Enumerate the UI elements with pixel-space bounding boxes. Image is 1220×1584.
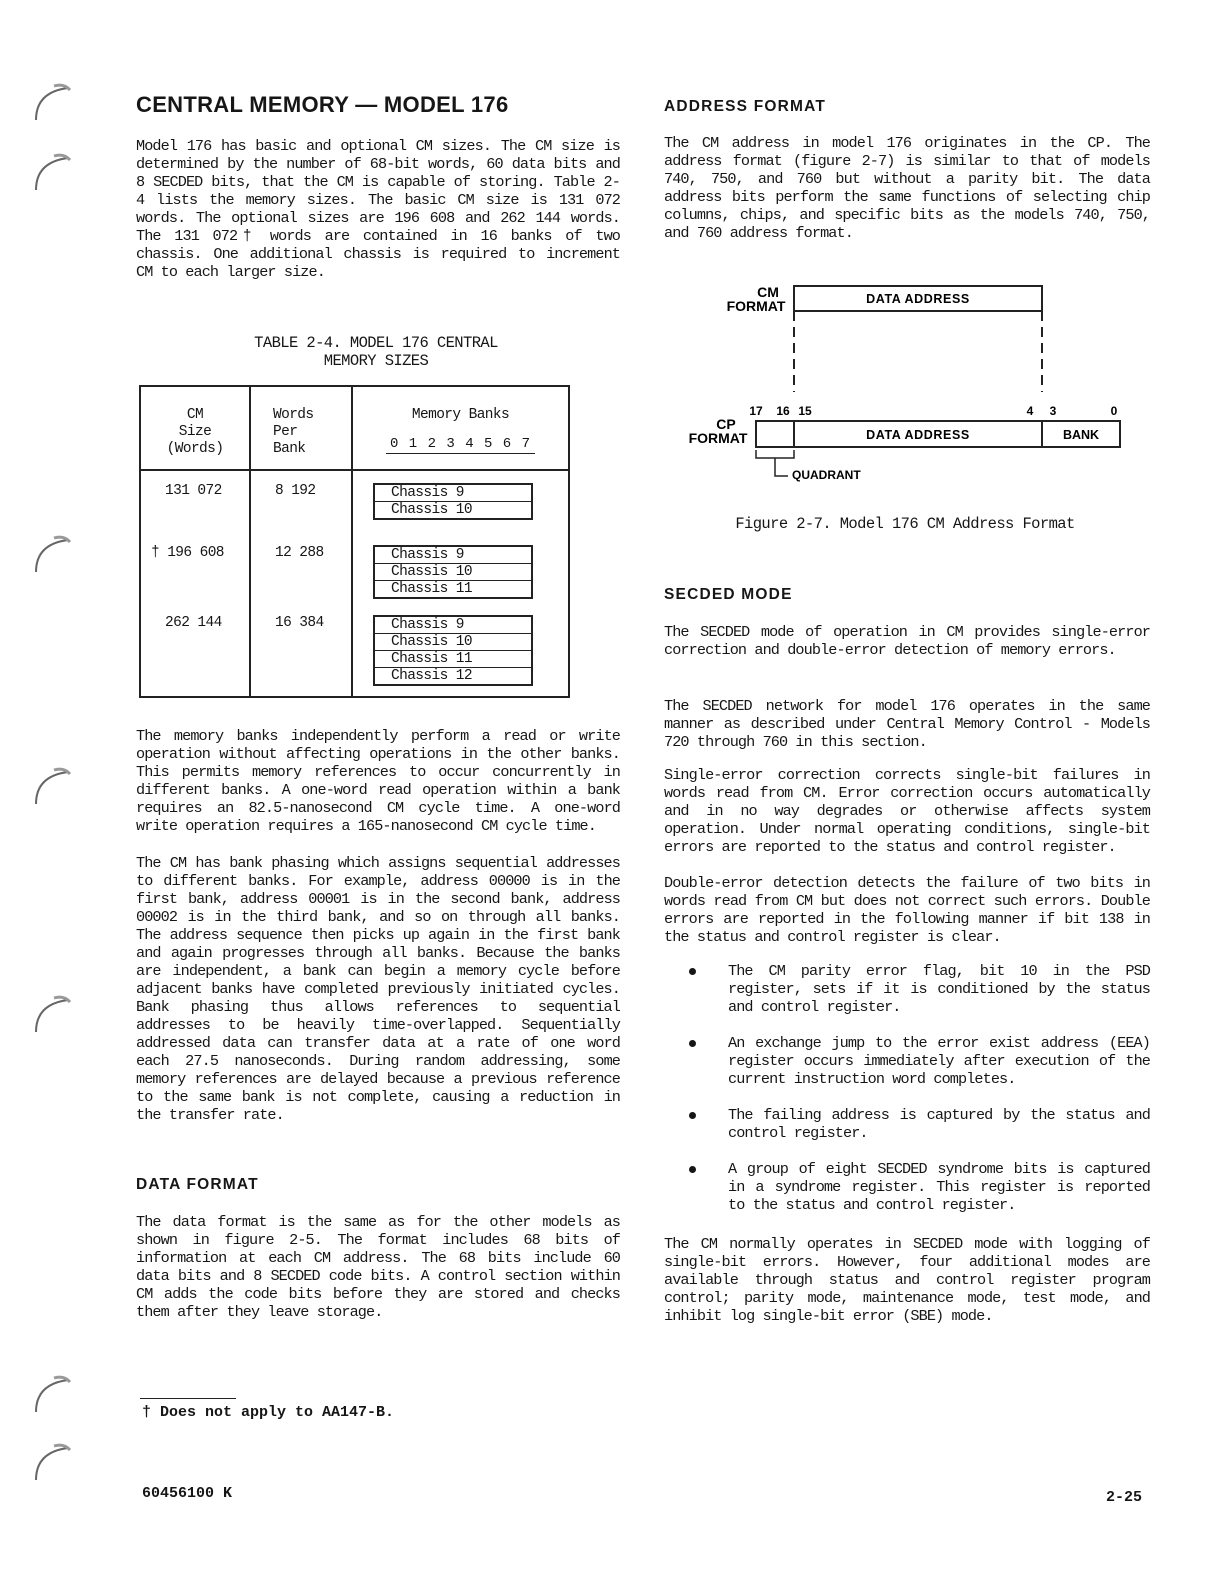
- chassis-group: [373, 483, 533, 520]
- header-text: Size: [178, 424, 212, 440]
- address-format-heading: ADDRESS FORMAT: [664, 98, 827, 115]
- secded-modes-paragraph: The CM normally operates in SECDED mode with logging of single-bit errors. However, four additional modes are available through status and control register program control; parity mode, maintenance mode, test mode, and inhibit log single-bit error (SBE) mode.: [664, 1235, 1150, 1325]
- data-format-heading: DATA FORMAT: [136, 1176, 259, 1193]
- table-row: [140, 607, 569, 697]
- page-number: 2-25: [1106, 1489, 1143, 1506]
- cell-chassis: [352, 607, 569, 697]
- header-memory-banks: [352, 386, 569, 470]
- address-format-paragraph: The CM address in model 176 originates in the CP. The address format (figure 2-7) is similar to that of models 740, 750, and 760 but without a parity bit. The data address bits perform the same functions of selecting chip columns, chips, and specific bits as the models 740, 750, and 760 address format.: [664, 134, 1150, 242]
- intro-paragraph: Model 176 has basic and optional CM sizes. The CM size is determined by the number of 68-bit words, 60 data bits and 8 SECDED bits, that the CM is capable of storing. Table 2-4 lists the memory sizes. The basic CM size is 131 072 words. The optional sizes are 196 608 and 262 144 words. The 131 072† words are contained in 16 banks of two chassis. One additional chassis is required to increment CM to each larger size.: [136, 137, 620, 281]
- binder-hole-mark: [28, 150, 76, 198]
- header-text: Bank: [273, 441, 306, 457]
- list-item: [664, 1160, 1150, 1214]
- header-words-per-bank: [250, 386, 352, 470]
- chassis-label: Chassis 11: [375, 651, 531, 668]
- double-error-list: [664, 962, 1150, 1232]
- chassis-label: Chassis 10: [375, 564, 531, 581]
- bit-17-label: 17: [749, 404, 763, 418]
- chassis-group: [373, 615, 533, 686]
- cell-text: 262 144: [165, 615, 222, 631]
- figure-caption: Figure 2-7. Model 176 CM Address Format: [735, 515, 1075, 533]
- footnote-rule: [140, 1398, 236, 1399]
- binder-hole-mark: [28, 1440, 76, 1488]
- list-item: [664, 1106, 1150, 1142]
- secded-paragraph: Double-error detection detects the failure of two bits in words read from CM but does not correct such errors. Double errors are reported in the following manner if bit 138 in the status and control register is clear.: [664, 874, 1150, 946]
- cell-words: [250, 607, 352, 697]
- cm-data-address-label: DATA ADDRESS: [866, 292, 970, 306]
- cell-chassis: [352, 535, 569, 607]
- table-header-row: [140, 386, 569, 470]
- chassis-group: [373, 545, 533, 599]
- bit-3-label: 3: [1049, 404, 1057, 418]
- chassis-label: Chassis 10: [391, 502, 473, 518]
- header-cm-size: [140, 386, 250, 470]
- list-item-text: The CM parity error flag, bit 10 in the PSD register, sets if it is conditioned by the status and control register.: [728, 962, 1150, 1016]
- header-text: Words: [273, 407, 314, 423]
- cell-text: 131 072: [165, 483, 222, 499]
- quadrant-label: QUADRANT: [792, 468, 861, 482]
- cell-text: 8 192: [275, 483, 316, 499]
- binder-hole-mark: [28, 80, 76, 128]
- phasing-paragraph: The CM has bank phasing which assigns sequential addresses to different banks. For example, address 00000 is in the first bank, address 00001 is in the second bank, address 00002 is in the third bank, and so on through all banks. The address sequence then picks up again in the first bank and again progresses through all banks. Because the banks are independent, a bank can begin a memory cycle before adjacent banks have completed previously initiated cycles. Bank phasing thus allows references to sequential addresses to be heavily time-overlapped. Sequentially addressed data can transfer data at a rate of one word each 27.5 nanoseconds. During random addressing, some memory references are delayed because a previous reference to the same bank is not complete, causing a reduction in the transfer rate.: [136, 854, 620, 1124]
- bullet-icon: [689, 1040, 696, 1047]
- bit-15-label: 15: [798, 404, 812, 418]
- secded-paragraph: The SECDED mode of operation in CM provides single-error correction and double-error detection of memory errors.: [664, 623, 1150, 659]
- doc-number: 60456100 K: [142, 1485, 233, 1502]
- bit-16-label: 16: [776, 404, 790, 418]
- table-row: [140, 470, 569, 535]
- data-format-paragraph: The data format is the same as for the other models as shown in figure 2-5. The format includes 68 bits of information at each CM address. The 68 bits include 60 data bits and 8 SECDED code bits. A control section within CM adds the code bits before they are stored and checks them after they leave storage.: [136, 1213, 620, 1321]
- page-title: CENTRAL MEMORY — MODEL 176: [136, 92, 509, 117]
- secded-paragraph: Single-error correction corrects single-bit failures in words read from CM. Error correction occurs automatically and in no way degrades or otherwise affects system operation. Under normal operating conditions, single-bit errors are reported to the status and control register.: [664, 766, 1150, 856]
- cm-format-label: FORMAT: [726, 298, 786, 314]
- secded-heading: SECDED MODE: [664, 586, 793, 603]
- cell-cm-size: [140, 470, 250, 535]
- header-text: Memory Banks: [411, 407, 510, 423]
- binder-hole-mark: [28, 1372, 76, 1420]
- cell-words: [250, 470, 352, 535]
- chassis-label: Chassis 9: [375, 547, 531, 564]
- cell-cm-size: [140, 535, 250, 607]
- chassis-label: Chassis 9: [375, 617, 531, 634]
- footnote: † Does not apply to AA147-B.: [142, 1404, 395, 1421]
- cell-text: † 196 608: [151, 545, 224, 561]
- cell-words: [250, 535, 352, 607]
- bullet-icon: [689, 1112, 696, 1119]
- quadrant-leader: [775, 458, 788, 476]
- list-item: [664, 962, 1150, 1016]
- cp-data-address-label: DATA ADDRESS: [866, 428, 970, 442]
- cp-format-label: CP: [716, 416, 736, 432]
- binder-hole-mark: [28, 532, 76, 580]
- chassis-label: Chassis 10: [375, 634, 531, 651]
- table-caption-line: TABLE 2-4. MODEL 176 CENTRAL: [254, 334, 498, 352]
- list-item-text: An exchange jump to the error exist address (EEA) register occurs immediately after execution of the current instruction word completes.: [728, 1034, 1150, 1088]
- header-text: CM: [186, 407, 204, 423]
- cell-text: 12 288: [275, 545, 324, 561]
- list-item-text: The failing address is captured by the status and control register.: [728, 1106, 1150, 1142]
- cell-text: 16 384: [275, 615, 324, 631]
- bullet-icon: [689, 1166, 696, 1173]
- bank-index-scale: 0 1 2 3 4 5 6 7: [386, 436, 535, 454]
- cp-format-label: FORMAT: [688, 430, 748, 446]
- bullet-icon: [689, 968, 696, 975]
- banks-paragraph: The memory banks independently perform a read or write operation without affecting operations in the other banks. This permits memory references to occur concurrently in different banks. A one-word read operation within a bank requires an 82.5-nanosecond CM cycle time. A one-word write operation requires a 165-nanosecond CM cycle time.: [136, 727, 620, 835]
- chassis-label: Chassis 9: [375, 485, 531, 502]
- header-text: (Words): [166, 441, 224, 457]
- memory-sizes-table: [139, 385, 570, 698]
- cell-chassis: [352, 470, 569, 535]
- chassis-label: Chassis 11: [391, 581, 473, 597]
- secded-paragraph: The SECDED network for model 176 operates in the same manner as described under Central Memory Control - Models 720 through 760 in this section.: [664, 697, 1150, 751]
- table-row: [140, 535, 569, 607]
- list-item: [664, 1034, 1150, 1088]
- cm-format-label: CM: [757, 284, 779, 300]
- quadrant-bracket: [756, 450, 794, 458]
- list-item-text: A group of eight SECDED syndrome bits is captured in a syndrome register. This register is reported to the status and control register.: [728, 1160, 1150, 1214]
- table-caption-line: MEMORY SIZES: [323, 352, 429, 370]
- table-caption: [206, 334, 546, 370]
- chassis-label: Chassis 12: [391, 668, 473, 684]
- binder-hole-mark: [28, 764, 76, 812]
- bit-4-label: 4: [1026, 404, 1034, 418]
- cell-cm-size: [140, 607, 250, 697]
- bit-0-label: 0: [1110, 404, 1118, 418]
- binder-hole-mark: [28, 992, 76, 1040]
- bank-field-label: BANK: [1062, 428, 1100, 442]
- address-format-diagram: [680, 280, 1140, 490]
- header-text: Per: [273, 424, 298, 440]
